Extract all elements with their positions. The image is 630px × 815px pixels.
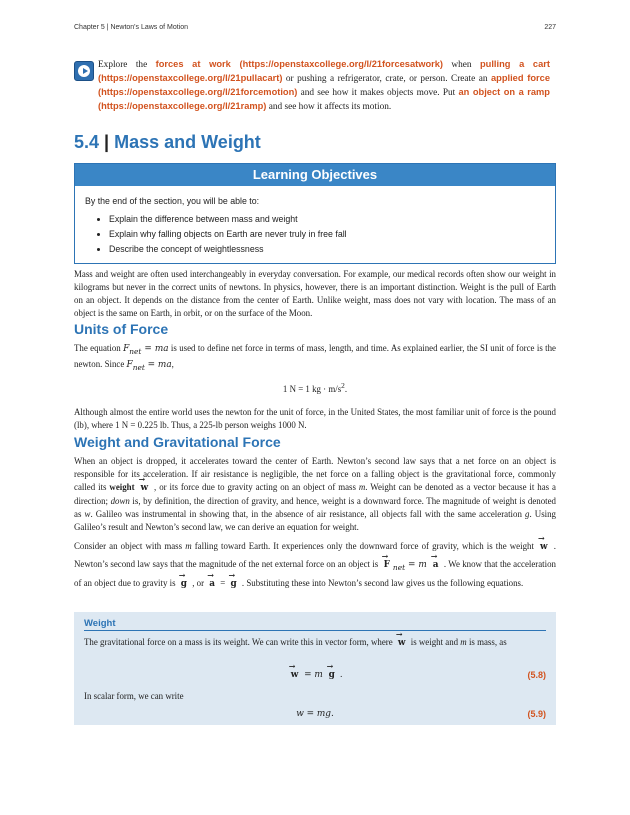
eq-rhs: = ma — [141, 344, 169, 354]
box-text-b: is weight and — [408, 637, 461, 647]
pulling-cart-link[interactable]: pulling a cart (https://openstaxcollege.org/l/21pullacart) — [98, 59, 550, 84]
wg2-or: , or — [189, 578, 207, 589]
box-paragraph-2: In scalar form, we can write — [84, 691, 184, 701]
units-heading: Units of Force — [74, 321, 169, 337]
wg2-eq: = — [218, 578, 228, 589]
simulation-text — [98, 58, 550, 114]
chapter-title: Chapter 5 | Newton's Laws of Motion — [74, 24, 189, 31]
box-text-a: The gravitational force on a mass is its weight. We can write this in vector form, where — [84, 637, 395, 647]
weight-gravity-body — [74, 455, 556, 598]
section-heading — [74, 132, 261, 153]
forces-at-work-link[interactable]: forces at work (https://openstaxcollege.org/l/21forcesatwork) — [155, 59, 444, 69]
objective-item: • Explain why falling objects on Earth are never truly in free fall — [109, 229, 545, 239]
var-g: g — [525, 508, 530, 519]
wg-text-b: , or its force due to gravity acting on an object of mass — [151, 481, 359, 492]
scalar-weight-equation: w = mg. — [296, 709, 334, 719]
vec-g: → g — [178, 576, 190, 593]
vec-g-eq: → g — [326, 669, 338, 682]
eq-f: F — [123, 344, 130, 354]
learning-objectives-heading: Learning Objectives — [75, 164, 555, 186]
vec-w: → w — [138, 482, 152, 495]
weight-gravity-heading: Weight and Gravitational Force — [74, 434, 281, 450]
wg-text-a: When an object is dropped, it accelerates toward the center of Earth. Newton’s second law says that a net force on an object is responsible for its acceleration. If air resistance is negligible, the net force on a falling object is the gravitational force, commonly called its — [74, 456, 556, 492]
wg-text-c: . Weight can be denoted as a vector because it has a direction; — [74, 481, 556, 506]
applied-force-link[interactable]: applied force (https://openstaxcollege.org/l/21forcemotion) — [98, 73, 550, 98]
var-m: m — [358, 481, 366, 492]
box-divider — [84, 630, 546, 631]
weight-paragraph-1 — [74, 455, 556, 533]
eq-mid: = m — [301, 670, 326, 680]
intro-paragraph: Mass and weight are often used interchangeably in everyday conversation. For example, our medical records often show our weight in kilograms but never in the correct units of newtons. In physics, however, there is an important distinction. Weight is the pull of Earth on an object. It depends on the distance from the center of Earth. Unlike weight, mass does not vary with location. The mass of an object is the same on Earth, in orbit, or on the surface of the Moon. — [74, 269, 556, 318]
vec-f: → F — [381, 557, 393, 574]
vec-a-2: → a — [206, 576, 218, 593]
weight-paragraph-2 — [74, 538, 556, 593]
eq-net-sub: net — [129, 346, 142, 356]
units-paragraph — [74, 342, 556, 373]
newton-eq: 1 N = 1 kg · m/s — [282, 384, 342, 395]
sim-text-1: Explore the — [98, 60, 156, 70]
wg2-text-a: Consider an object with mass — [74, 541, 186, 552]
equation-number-5-9: (5.9) — [527, 709, 546, 719]
vec-a: → a — [430, 557, 442, 574]
newton-exp: 2 — [341, 381, 345, 391]
units-text-c: , — [171, 358, 174, 369]
eq-equals-m: = m — [405, 560, 430, 571]
units-text-a: The equation — [74, 343, 124, 353]
play-icon — [74, 61, 94, 81]
box-paragraph-1 — [84, 636, 546, 650]
net-sub: net — [392, 563, 406, 573]
down-term: down — [110, 495, 130, 506]
vector-weight-equation — [84, 668, 546, 682]
vec-g-2: → g — [227, 576, 239, 593]
box-title: Weight — [84, 618, 116, 629]
wg2-text-e: . Substituting these into Newton’s second law gives us the following equations. — [239, 578, 524, 589]
eq-net-sub-2: net — [132, 362, 145, 372]
vec-w-box: → w — [395, 637, 409, 650]
wg-text-e: . Galileo was instrumental in showing that, in the absence of air resistance, all objects fall with the same acceleration — [90, 508, 526, 519]
vec-w-2: → w — [537, 539, 551, 556]
pound-paragraph: Although almost the entire world uses the newton for the unit of force, in the United States, the most familiar unit of force is the pound (lb), where 1 N = 0.225 lb. Thus, a 225-lb person weighs 1000 N. — [74, 406, 556, 430]
weight-term: weight — [109, 481, 135, 492]
var-m-2: m — [185, 541, 192, 552]
objective-item: • Explain the difference between mass and weight — [109, 214, 545, 224]
var-w: w — [84, 508, 91, 519]
sim-text-3: or pushing a refrigerator, crate, or person. Create an — [282, 74, 491, 85]
box-text-c: is mass, as — [466, 637, 507, 647]
running-header — [74, 24, 556, 36]
var-m-box: m — [460, 637, 467, 647]
eq-rhs-2: = ma — [144, 359, 172, 370]
eq-f-2: F — [126, 359, 133, 370]
newton-definition — [74, 381, 556, 396]
newton-eq-end: . — [344, 384, 348, 395]
wg-text-f: . Using Galileo’s result and Newton’s second law, we can derive an equation for weight. — [74, 508, 556, 532]
eq-fnet — [123, 344, 168, 354]
section-separator: | — [104, 132, 110, 152]
object-on-ramp-link[interactable]: an object on a ramp (https://openstaxcollege.org/l/21ramp) — [98, 87, 550, 112]
units-text-b: is used to define net force in terms of mass, length, and time. As explained earlier, the SI unit of force is the newton. Since — [74, 343, 556, 369]
objective-item: • Describe the concept of weightlessness — [109, 244, 545, 254]
vec-w-eq: → w — [288, 669, 302, 682]
eq-end: . — [337, 669, 343, 679]
equation-number-5-8: (5.8) — [527, 670, 546, 680]
weight-equation-box — [74, 612, 556, 725]
sim-text-2: when — [443, 60, 480, 70]
eq-fnet-2 — [127, 360, 172, 370]
sim-text-4: and see how it makes objects move. Put — [297, 88, 459, 99]
learning-objectives-box — [74, 163, 556, 264]
objectives-intro: By the end of the section, you will be able to: — [85, 196, 260, 206]
wg-text-d: is, by definition, the direction of gravity, and hence, weight is a downward force. The magnitude of weight is denoted as — [74, 495, 556, 519]
simulation-callout — [74, 58, 550, 114]
sim-text-5: and see how it affects its motion. — [266, 102, 392, 113]
intro-paragraph-block — [74, 268, 556, 325]
section-title: Mass and Weight — [114, 132, 261, 152]
units-body — [74, 342, 556, 437]
page-number: 227 — [544, 24, 556, 31]
wg2-text-d: . We know that the acceleration of an object due to gravity is — [74, 559, 556, 589]
wg2-text-b: falling toward Earth. It experiences only the downward force of gravity, which is the weight — [191, 541, 534, 552]
objectives-list — [85, 214, 545, 254]
wg2-text-c: . Newton’s second law says that the magnitude of the net external force on an object is — [74, 541, 557, 570]
section-number: 5.4 — [74, 132, 100, 152]
